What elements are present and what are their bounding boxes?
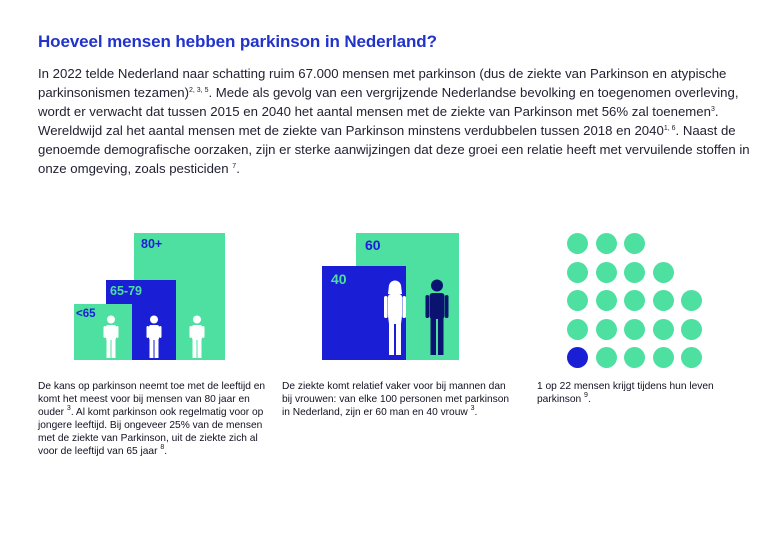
dot [596, 319, 617, 340]
intro-text-2: . Mede als gevolg van een vergrijzende Nederlandse bevolking en toegenomen overleving, wordt er verwacht dat tussen 2015 en 2040 het aantal mensen met de ziekte van Parkinson met 56% zal toenemen [38, 85, 739, 119]
person-icon [146, 315, 162, 359]
gender-caption-text-2: . [474, 407, 478, 418]
age-caption [38, 380, 270, 458]
dot [681, 347, 702, 368]
dot [567, 233, 588, 254]
gender-caption [282, 380, 510, 419]
intro-text-3: . Wereldwijd zal het aantal mensen met de ziekte van Parkinson minstens verdubbelen tussen 2018 en 2040 [38, 104, 719, 138]
dot [653, 262, 674, 283]
woman-icon [383, 280, 407, 356]
intro-ref-4: 7 [232, 163, 237, 170]
age-65-79-label: 65-79 [110, 284, 142, 298]
intro-paragraph [38, 64, 753, 178]
dot [624, 347, 645, 368]
men-label: 60 [365, 237, 381, 253]
dot [624, 290, 645, 311]
dot [624, 233, 645, 254]
age-caption-text-3: . [164, 446, 168, 457]
dot [653, 347, 674, 368]
ratio-caption-ref-1: 9 [584, 392, 588, 399]
dot [596, 347, 617, 368]
intro-ref-2: 3 [710, 106, 715, 113]
intro-ref-1: 2, 3, 5 [189, 87, 209, 94]
dot [567, 290, 588, 311]
person-icon [189, 315, 205, 359]
dot [653, 290, 674, 311]
intro-text-5: . [236, 161, 240, 176]
age-caption-text-1: De kans op parkinson neemt toe met de leeftijd en komt het meest voor bij mensen van 80 jaar en ouder [38, 381, 266, 418]
age-caption-ref-2: 8 [160, 444, 165, 451]
gender-caption-ref-1: 3 [470, 405, 475, 412]
dot [681, 290, 702, 311]
intro-text-4: . Naast de genoemde demografische oorzaken, zijn er sterke aanwijzingen dat deze groei een relatie heeft met vervuilende stoffen in onze omgeving, zoals pesticiden [38, 123, 750, 176]
dot [596, 262, 617, 283]
dot [567, 262, 588, 283]
age-caption-text-2: . Al komt parkinson ook regelmatig voor op jongere leeftijd. Bij ongeveer 25% van de mensen met de ziekte van Parkinson, uit de ziekte zich al voor de leeftijd van 65 jaar [38, 407, 264, 457]
man-icon [425, 279, 449, 356]
gender-caption-text-1: De ziekte komt relatief vaker voor bij mannen dan bij vrouwen: van elke 100 personen met parkinson in Nederland, zijn er 60 man en 40 vrouw [282, 381, 510, 418]
ratio-caption [537, 380, 737, 406]
dot [624, 319, 645, 340]
intro-text-1: In 2022 telde Nederland naar schatting ruim 67.000 mensen met parkinson (dus de ziekte van Parkinson en atypische parkinsonismen tezamen) [38, 66, 727, 100]
dot [653, 319, 674, 340]
dot [596, 233, 617, 254]
intro-ref-3: 1, 6 [663, 125, 676, 132]
dot-highlighted [567, 347, 588, 368]
ratio-caption-text-2: . [587, 394, 591, 405]
dot [624, 262, 645, 283]
age-80-label: 80+ [141, 237, 163, 251]
person-icon [103, 315, 119, 359]
women-label: 40 [331, 271, 347, 287]
age-caption-ref-1: 3 [66, 405, 71, 412]
dot [681, 319, 702, 340]
dot [567, 319, 588, 340]
page-title: Hoeveel mensen hebben parkinson in Nederland? [38, 32, 437, 51]
ratio-caption-text-1: 1 op 22 mensen krijgt tijdens hun leven parkinson [537, 381, 714, 405]
age-under-65-label: <65 [76, 308, 96, 320]
dot [596, 290, 617, 311]
